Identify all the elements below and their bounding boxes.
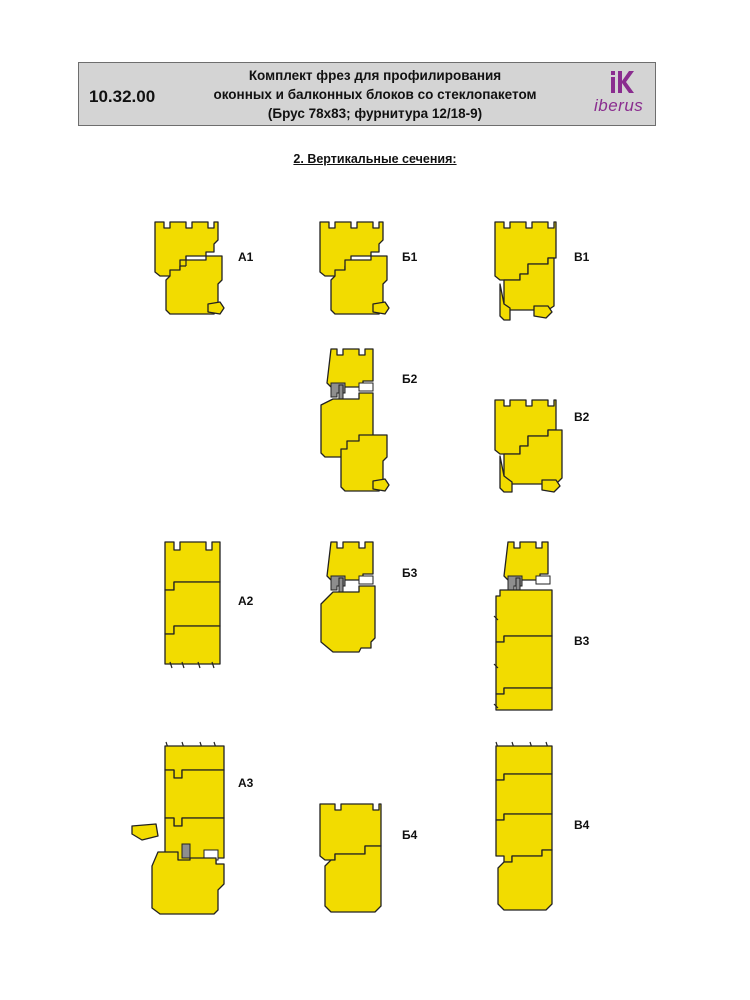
section-label-v2: В2 bbox=[574, 410, 590, 424]
section-drawing-b2 bbox=[315, 345, 405, 495]
section-drawing-a1 bbox=[150, 218, 240, 318]
section-label-b2: Б2 bbox=[402, 372, 418, 386]
section-label-a1: А1 bbox=[238, 250, 254, 264]
ik-logo-icon bbox=[609, 69, 635, 95]
subtitle-text: 2. Вертикальные сечения: bbox=[293, 152, 457, 166]
section-drawing-v2 bbox=[490, 396, 580, 496]
title-line-3: (Брус 78х83; фурнитура 12/18-9) bbox=[267, 106, 483, 121]
section-drawing-b1 bbox=[315, 218, 405, 318]
section-label-v3: В3 bbox=[574, 634, 590, 648]
catalog-code: 10.32.00 bbox=[89, 87, 156, 106]
iberus-logo bbox=[591, 69, 649, 121]
section-label-b1: Б1 bbox=[402, 250, 418, 264]
section-drawing-a3 bbox=[130, 740, 240, 912]
section-drawing-v4 bbox=[490, 740, 580, 916]
section-label-b3: Б3 bbox=[402, 566, 418, 580]
section-subtitle bbox=[0, 152, 750, 166]
section-drawing-a2 bbox=[150, 538, 240, 670]
section-drawing-v3 bbox=[490, 538, 580, 716]
title-line-2: оконных и балконных блоков со стеклопакетом bbox=[213, 87, 537, 102]
title-block bbox=[78, 62, 656, 126]
document-title bbox=[175, 66, 575, 123]
section-label-v1: В1 bbox=[574, 250, 590, 264]
section-drawing-b4 bbox=[315, 800, 405, 916]
section-label-a3: А3 bbox=[238, 776, 254, 790]
title-line-1: Комплект фрез для профилирования bbox=[248, 68, 502, 83]
logo-wordmark: iberus bbox=[594, 96, 644, 115]
section-drawing-v1 bbox=[490, 218, 580, 324]
section-label-a2: А2 bbox=[238, 594, 254, 608]
section-drawing-b3 bbox=[315, 538, 405, 658]
section-label-v4: В4 bbox=[574, 818, 590, 832]
section-label-b4: Б4 bbox=[402, 828, 418, 842]
